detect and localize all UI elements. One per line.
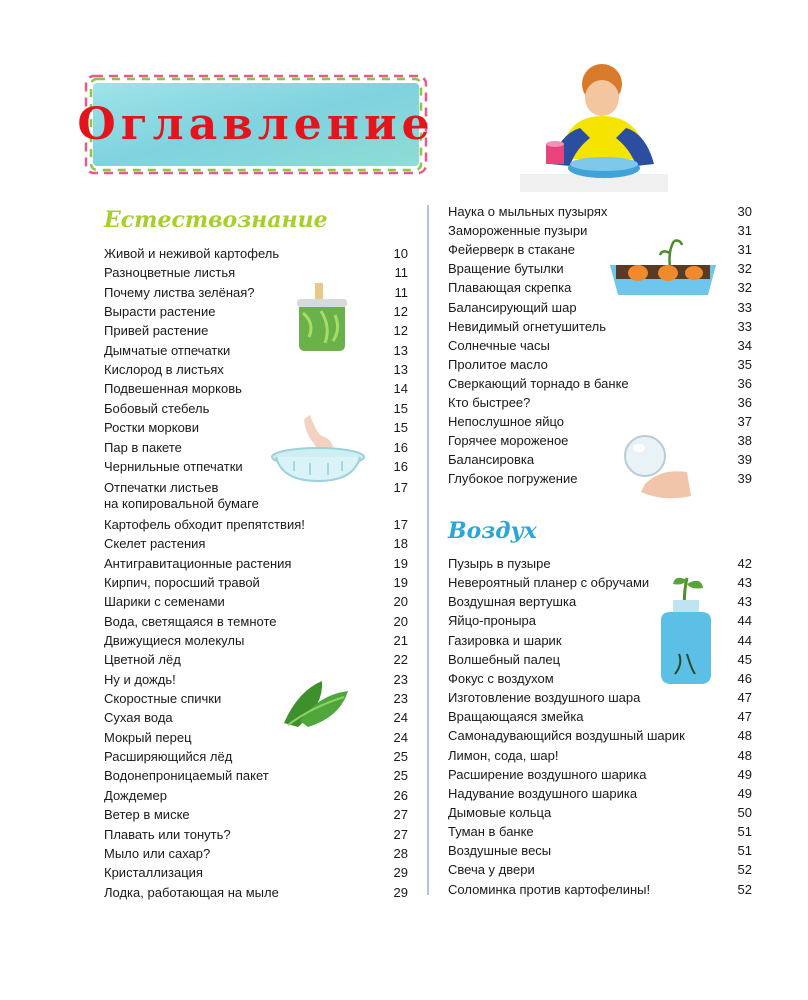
section-title-air: Воздух xyxy=(448,518,537,544)
section-title-nature: Естествознание xyxy=(104,207,328,233)
toc-entry-title: Картофель обходит препятствия! xyxy=(104,516,305,532)
toc-entry-page: 17 xyxy=(393,480,408,496)
toc-entry-title: Скоростные спички xyxy=(104,691,222,707)
toc-entry-title: Самонадувающийся воздушный шарик xyxy=(448,728,685,744)
toc-entry-title: Балансировка xyxy=(448,452,535,468)
toc-entry-title: Ростки моркови xyxy=(104,420,199,436)
nature-toc-entry[interactable] xyxy=(104,323,408,339)
toc-entry-page: 39 xyxy=(737,452,752,468)
misc-toc-entry[interactable] xyxy=(448,414,752,430)
toc-entry-title: Почему листва зелёная? xyxy=(104,284,255,300)
misc-toc-entry[interactable] xyxy=(448,319,752,335)
misc-toc-entry[interactable] xyxy=(448,452,752,468)
misc-toc-entry[interactable] xyxy=(448,395,752,411)
toc-entry-title: Непослушное яйцо xyxy=(448,414,564,430)
nature-toc-entry[interactable] xyxy=(104,672,408,688)
toc-entry-page: 33 xyxy=(737,318,752,334)
toc-entry-title: Вращение бутылки xyxy=(448,261,564,277)
toc-entry-title: Разноцветные листья xyxy=(104,265,236,281)
toc-entry-page: 36 xyxy=(737,375,752,391)
nature-toc-entry[interactable] xyxy=(104,749,408,765)
toc-entry-page: 13 xyxy=(393,362,408,378)
misc-toc-entry[interactable] xyxy=(448,300,752,316)
toc-entry-page: 25 xyxy=(393,749,408,765)
toc-entry-title: Волшебный палец xyxy=(448,651,561,667)
toc-entry-page: 28 xyxy=(393,845,408,861)
toc-entry-page: 11 xyxy=(394,284,408,300)
toc-entry-page: 23 xyxy=(393,691,408,707)
toc-entry-title: Горячее мороженое xyxy=(448,433,569,449)
nature-toc-entry[interactable] xyxy=(104,304,408,320)
toc-entry-page: 37 xyxy=(737,414,752,430)
nature-toc-entry[interactable] xyxy=(104,517,408,533)
toc-entry-page: 49 xyxy=(737,785,752,801)
nature-toc-entry[interactable] xyxy=(104,885,408,901)
toc-entry-page: 31 xyxy=(737,223,752,239)
toc-entry-title: Глубокое погружение xyxy=(448,471,578,487)
toc-entry-page: 45 xyxy=(737,651,752,667)
misc-toc-entry[interactable] xyxy=(448,357,752,373)
nature-toc-entry[interactable] xyxy=(104,730,408,746)
nature-toc-entry[interactable] xyxy=(104,362,408,378)
toc-entry-page: 18 xyxy=(393,536,408,552)
toc-entry-page: 27 xyxy=(393,826,408,842)
misc-toc-entry[interactable] xyxy=(448,471,752,487)
air-toc-entry[interactable] xyxy=(448,805,752,821)
toc-entry-page: 43 xyxy=(737,594,752,610)
misc-toc-entry[interactable] xyxy=(448,376,752,392)
nature-toc-entry[interactable] xyxy=(104,614,408,630)
nature-toc-entry[interactable] xyxy=(104,807,408,823)
toc-entry-page: 30 xyxy=(737,204,752,219)
toc-entry-page: 19 xyxy=(393,555,408,571)
toc-entry-title: Замороженные пузыри xyxy=(448,223,588,239)
plant-jar-image xyxy=(291,283,353,353)
toc-entry-page: 21 xyxy=(393,633,408,648)
toc-entry-page: 29 xyxy=(393,884,408,900)
toc-entry-title: Солнечные часы xyxy=(448,337,550,353)
air-toc-entry[interactable] xyxy=(448,556,752,572)
misc-toc-entry[interactable] xyxy=(448,223,752,239)
toc-entry-page: 47 xyxy=(737,709,752,725)
toc-entry-title: Сухая вода xyxy=(104,710,173,726)
toc-entry-title: Невероятный планер с обручами xyxy=(448,575,650,591)
toc-entry-title: Бобовый стебель xyxy=(104,400,210,416)
toc-entry-title: Плавать или тонуть? xyxy=(104,826,231,842)
carrot-tray-image xyxy=(608,239,718,301)
toc-entry-page: 51 xyxy=(737,843,752,859)
toc-entry-page: 44 xyxy=(737,632,752,648)
toc-entry-page: 23 xyxy=(393,671,408,687)
toc-entry-title: Дымовые кольца xyxy=(448,804,552,820)
nature-toc-entry[interactable] xyxy=(104,246,408,262)
toc-entry-page: 46 xyxy=(737,670,752,686)
toc-entry-page: 10 xyxy=(393,246,408,261)
toc-entry-title: Надувание воздушного шарика xyxy=(448,785,638,801)
toc-entry-title: Фейерверк в стакане xyxy=(448,242,576,258)
air-toc-entry[interactable] xyxy=(448,882,752,898)
toc-entry-title: Дымчатые отпечатки xyxy=(104,342,231,358)
toc-entry-title: Вращающаяся змейка xyxy=(448,709,584,725)
toc-entry-title: Туман в банке xyxy=(448,824,534,840)
toc-entry-page: 25 xyxy=(393,768,408,784)
toc-entry-page: 50 xyxy=(737,804,752,820)
air-toc-entry[interactable] xyxy=(448,786,752,802)
toc-entry-title: Отпечатки листьев на копировальной бумаге xyxy=(104,480,259,512)
toc-entry-page: 15 xyxy=(393,400,408,416)
page-title: Оглавление xyxy=(77,99,435,150)
toc-entry-title: Вырасти растение xyxy=(104,304,216,320)
toc-entry-title: Скелет растения xyxy=(104,536,206,552)
air-toc-entry[interactable] xyxy=(448,843,752,859)
toc-entry-page: 13 xyxy=(393,342,408,358)
toc-entry-title: Пар в пакете xyxy=(104,439,182,455)
nature-toc-entry[interactable] xyxy=(104,633,408,649)
toc-entry-page: 51 xyxy=(737,824,752,840)
toc-entry-page: 16 xyxy=(393,458,408,474)
toc-entry-title: Лодка, работающая на мыле xyxy=(104,884,279,900)
toc-entry-page: 16 xyxy=(393,439,408,455)
toc-entry-page: 39 xyxy=(737,471,752,487)
toc-entry-page: 20 xyxy=(393,613,408,629)
toc-entry-title: Лимон, сода, шар! xyxy=(448,747,559,763)
toc-entry-title: Газировка и шарик xyxy=(448,632,562,648)
nature-toc-entry[interactable] xyxy=(104,343,408,359)
nature-toc-entry[interactable] xyxy=(104,652,408,668)
toc-entry-page: 52 xyxy=(737,862,752,878)
toc-entry-page: 22 xyxy=(393,652,408,668)
toc-entry-title: Воздушная вертушка xyxy=(448,594,577,610)
title-banner xyxy=(77,73,435,176)
toc-entry-title: Пролитое масло xyxy=(448,356,548,372)
toc-entry-page: 44 xyxy=(737,613,752,629)
nature-toc-entry[interactable] xyxy=(104,788,408,804)
toc-entry-title: Кирпич, поросший травой xyxy=(104,574,260,590)
toc-entry-title: Балансирующий шар xyxy=(448,299,577,315)
toc-entry-title: Движущиеся молекулы xyxy=(104,633,245,648)
toc-entry-title: Водонепроницаемый пакет xyxy=(104,768,269,784)
toc-entry-page: 11 xyxy=(394,265,408,281)
toc-entry-title: Расширяющийся лёд xyxy=(104,749,233,765)
hand-bubble-image xyxy=(621,432,693,502)
toc-entry-title: Воздушные весы xyxy=(448,843,552,859)
toc-entry-page: 19 xyxy=(393,574,408,590)
nature-toc-entry[interactable] xyxy=(104,575,408,591)
toc-entry-title: Привей растение xyxy=(104,323,209,339)
misc-toc-entry[interactable] xyxy=(448,338,752,354)
toc-entry-page: 14 xyxy=(393,381,408,397)
nature-toc-entry[interactable] xyxy=(104,710,408,726)
nature-toc-entry[interactable] xyxy=(104,594,408,610)
spinach-image xyxy=(278,671,358,731)
toc-entry-page: 15 xyxy=(393,420,408,436)
toc-entry-title: Мыло или сахар? xyxy=(104,845,211,861)
toc-entry-page: 20 xyxy=(393,594,408,610)
toc-entry-title: Свеча у двери xyxy=(448,862,535,878)
toc-entry-title: Пузырь в пузыре xyxy=(448,556,551,571)
air-toc-entry[interactable] xyxy=(448,862,752,878)
toc-entry-page: 49 xyxy=(737,766,752,782)
toc-entry-title: Ветер в миске xyxy=(104,807,190,823)
nature-toc-entry[interactable] xyxy=(104,846,408,862)
nature-toc-entry[interactable] xyxy=(104,536,408,552)
nature-toc-entry[interactable] xyxy=(104,691,408,707)
nature-toc-entry[interactable] xyxy=(104,285,408,301)
toc-entry-title: Плавающая скрепка xyxy=(448,280,572,296)
toc-entry-page: 47 xyxy=(737,690,752,706)
toc-entry-title: Фокус с воздухом xyxy=(448,670,554,686)
toc-entry-page: 36 xyxy=(737,395,752,410)
bowl-steam-image xyxy=(270,415,366,485)
air-toc-entry[interactable] xyxy=(448,824,752,840)
toc-entry-title: Ну и дождь! xyxy=(104,671,176,687)
toc-entry-title: Живой и неживой картофель xyxy=(104,246,280,261)
toc-entry-title: Расширение воздушного шарика xyxy=(448,766,647,782)
toc-entry-page: 27 xyxy=(393,807,408,823)
toc-entry-page: 29 xyxy=(393,865,408,881)
toc-entry-page: 52 xyxy=(737,881,752,897)
boy-experiment-photo xyxy=(520,64,668,194)
toc-entry-title: Изготовление воздушного шара xyxy=(448,690,641,706)
toc-entry-title: Дождемер xyxy=(104,787,167,803)
toc-entry-title: Шарики с семенами xyxy=(104,594,225,610)
nature-toc-entry[interactable] xyxy=(104,827,408,843)
toc-entry-title: Подвешенная морковь xyxy=(104,381,242,397)
air-toc-entry[interactable] xyxy=(448,728,752,744)
toc-entry-page: 24 xyxy=(393,710,408,726)
toc-entry-title: Сверкающий торнадо в банке xyxy=(448,375,629,391)
toc-entry-title: Мокрый перец xyxy=(104,729,192,745)
toc-entry-title: Соломинка против картофелины! xyxy=(448,881,651,897)
toc-entry-page: 32 xyxy=(737,261,752,277)
nature-toc-entry[interactable] xyxy=(104,768,408,784)
misc-toc-entry[interactable] xyxy=(448,433,752,449)
toc-entry-title: Чернильные отпечатки xyxy=(104,458,243,474)
toc-entry-title: Невидимый огнетушитель xyxy=(448,318,606,334)
air-toc-entry[interactable] xyxy=(448,748,752,764)
air-toc-entry[interactable] xyxy=(448,767,752,783)
toc-entry-page: 12 xyxy=(393,304,408,320)
toc-entry-page: 48 xyxy=(737,728,752,744)
toc-entry-title: Яйцо-проныра xyxy=(448,613,536,629)
toc-entry-page: 48 xyxy=(737,747,752,763)
toc-entry-title: Антигравитационные растения xyxy=(104,555,292,571)
toc-entry-title: Наука о мыльных пузырях xyxy=(448,204,608,219)
toc-entry-page: 42 xyxy=(737,556,752,571)
column-divider xyxy=(427,205,429,895)
air-toc-entry[interactable] xyxy=(448,709,752,725)
air-toc-entry[interactable] xyxy=(448,690,752,706)
toc-entry-page: 26 xyxy=(393,787,408,803)
toc-entry-page: 31 xyxy=(737,242,752,258)
misc-toc-entry[interactable] xyxy=(448,204,752,220)
toc-entry-title: Вода, светящаяся в темноте xyxy=(104,613,277,629)
plant-bottle-image xyxy=(655,574,717,686)
toc-entry-title: Кристаллизация xyxy=(104,865,203,881)
toc-entry-page: 33 xyxy=(737,299,752,315)
toc-entry-title: Кислород в листьях xyxy=(104,362,224,378)
toc-entry-page: 35 xyxy=(737,356,752,372)
nature-toc-entry[interactable] xyxy=(104,265,408,281)
nature-toc-entry[interactable] xyxy=(104,556,408,572)
toc-entry-title: Цветной лёд xyxy=(104,652,181,668)
toc-entry-page: 32 xyxy=(737,280,752,296)
toc-entry-title: Кто быстрее? xyxy=(448,395,531,410)
nature-toc-entry[interactable] xyxy=(104,381,408,397)
toc-entry-page: 38 xyxy=(737,433,752,449)
toc-entry-page: 17 xyxy=(393,516,408,532)
toc-entry-page: 43 xyxy=(737,575,752,591)
toc-entry-page: 34 xyxy=(737,337,752,353)
toc-entry-page: 12 xyxy=(393,323,408,339)
toc-entry-page: 24 xyxy=(393,729,408,745)
nature-toc-entry[interactable] xyxy=(104,865,408,881)
